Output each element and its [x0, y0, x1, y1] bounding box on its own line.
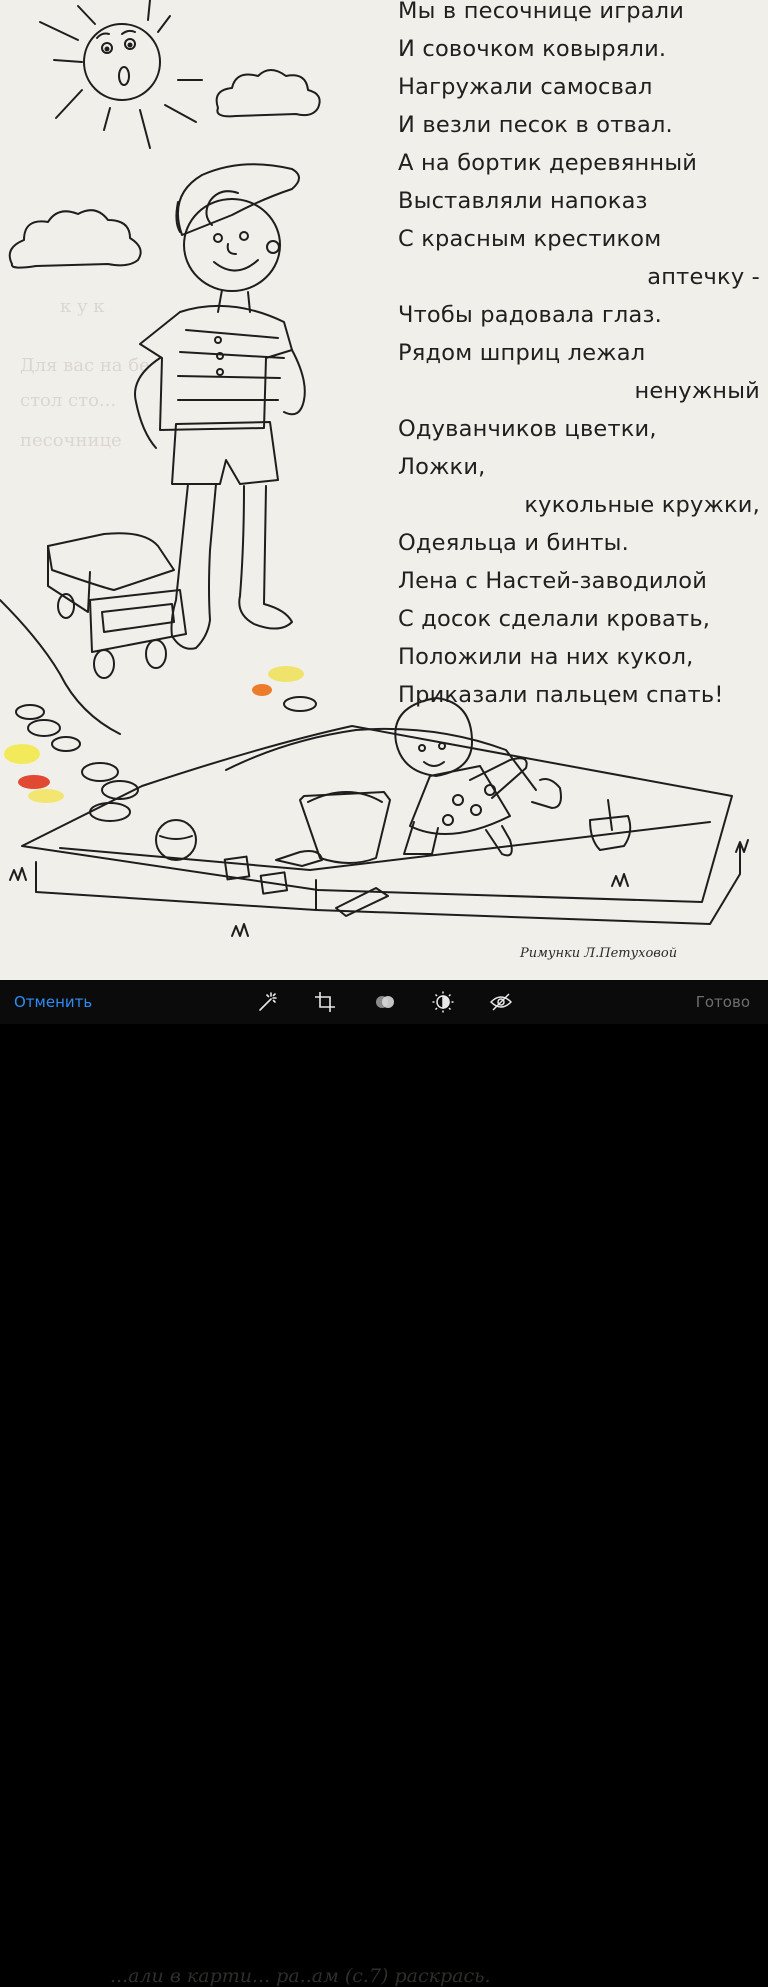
poem-line: Ложки,	[398, 454, 486, 480]
poem-line: Положили на них кукол,	[398, 644, 694, 670]
poem-line: И везли песок в отвал.	[398, 112, 673, 138]
poem-line: Лена с Настей-заводилой	[398, 568, 708, 594]
poem-line: Приказали пальцем спать!	[398, 682, 724, 708]
doll-drawing	[395, 698, 630, 855]
poem-line: кукольные кружки,	[524, 492, 760, 518]
poem-line: А на бортик деревянный	[398, 150, 698, 176]
bleed-text: ...али в карти... ра..ам (с.7) раскрась.	[110, 1965, 491, 1987]
sun-drawing	[40, 0, 202, 148]
cancel-button[interactable]: Отменить	[14, 993, 93, 1011]
show-through-text: к у к	[60, 296, 105, 317]
boy-drawing	[135, 164, 305, 649]
poem-line: Рядом шприц лежал	[398, 340, 646, 366]
filters-icon[interactable]	[374, 991, 396, 1013]
photo-canvas	[0, 0, 768, 980]
show-through-text: песочнице	[20, 430, 122, 451]
redeye-icon[interactable]	[490, 991, 512, 1013]
poem-line: Мы в песочнице играли	[398, 0, 685, 24]
poem-line: аптечку -	[647, 264, 760, 290]
edit-toolbar	[0, 980, 768, 1987]
poem-line: Выставляли напоказ	[398, 188, 648, 214]
show-through-text: Для вас на бе	[20, 355, 150, 376]
poem-line: Одуванчиков цветки,	[398, 416, 657, 442]
poem-line: И совочком ковыряли.	[398, 36, 667, 62]
show-through-text: стол сто...	[20, 390, 117, 411]
poem-line: Одеяльца и бинты.	[398, 530, 629, 556]
truck-drawing	[48, 533, 186, 678]
poem-line: С досок сделали кровать,	[398, 606, 711, 632]
adjust-icon[interactable]	[432, 991, 454, 1013]
done-button[interactable]: Готово	[695, 993, 750, 1011]
crop-icon[interactable]	[314, 991, 336, 1013]
poem-line: Нагружали самосвал	[398, 74, 653, 100]
poem-line: Чтобы радовала глаз.	[398, 302, 662, 328]
cloud-drawing	[10, 210, 141, 267]
sandbox-drawing	[22, 726, 740, 924]
illustration-credit: Римунки Л.Петуховой	[520, 946, 678, 961]
magic-wand-icon[interactable]	[256, 991, 278, 1013]
poem-line: ненужный	[634, 378, 760, 404]
poem-line: С красным крестиком	[398, 226, 662, 252]
cloud-drawing	[217, 70, 320, 116]
